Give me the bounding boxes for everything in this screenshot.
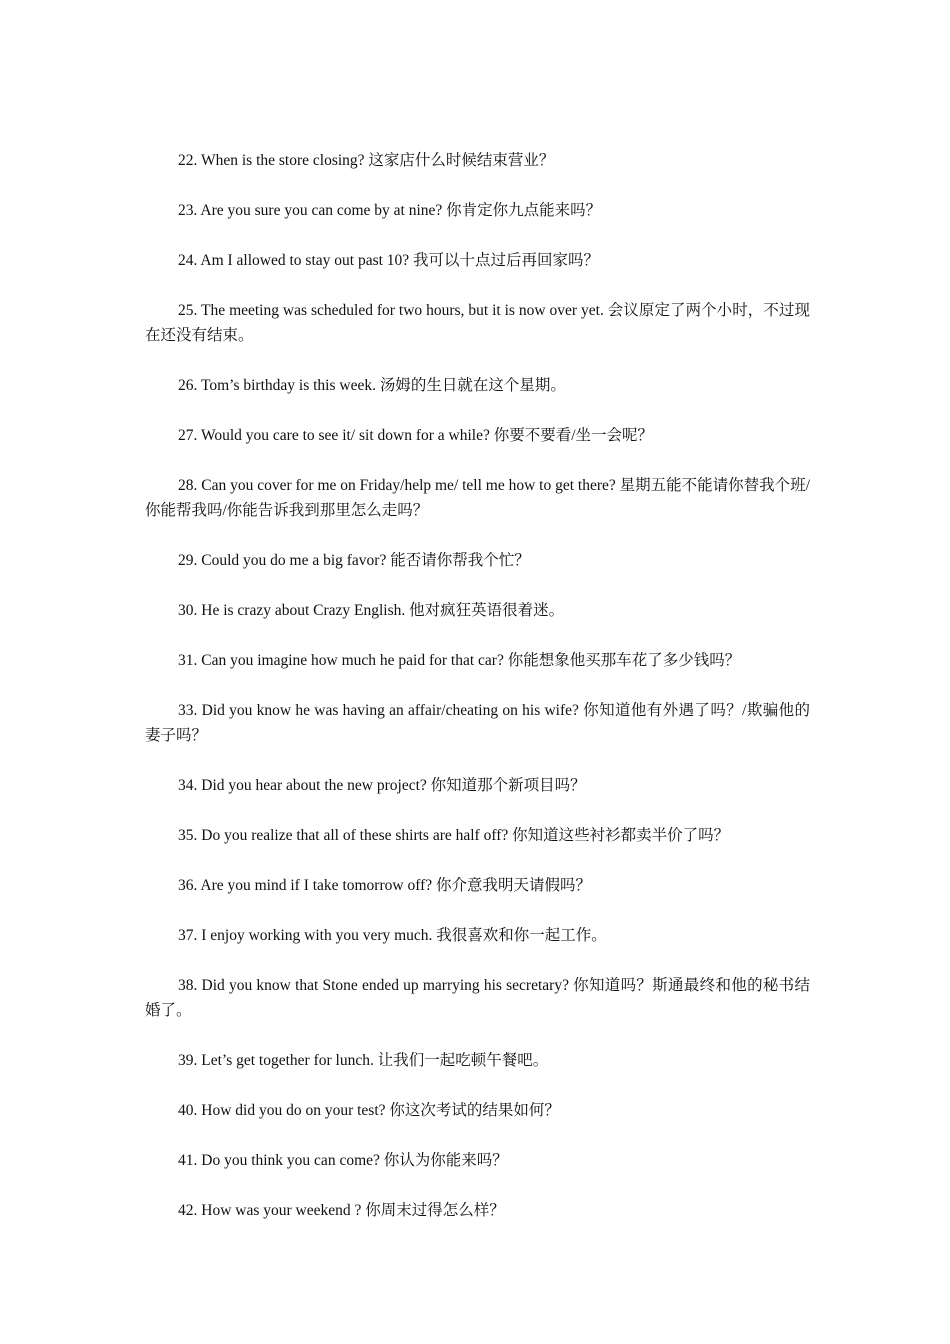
phrase-paragraph: 31. Can you imagine how much he paid for that car? 你能想象他买那车花了多少钱吗？ xyxy=(178,652,741,669)
phrase-paragraph: 33. Did you know he was having an affair/cheating on his wife? 你知道他有外遇了吗？/欺骗他的妻子吗？ xyxy=(145,702,810,744)
phrase-paragraph: 35. Do you realize that all of these shirts are half off? 你知道这些衬衫都卖半价了吗？ xyxy=(178,827,730,844)
phrase-paragraph: 25. The meeting was scheduled for two hours, but it is now over yet. 会议原定了两个小时，不过现在还没有结束。 xyxy=(145,302,810,344)
phrase-paragraph: 30. He is crazy about Crazy English. 他对疯狂英语很着迷。 xyxy=(178,602,565,619)
phrase-paragraph: 39. Let’s get together for lunch. 让我们一起吃顿午餐吧。 xyxy=(178,1052,549,1069)
phrase-paragraph: 29. Could you do me a big favor? 能否请你帮我个忙？ xyxy=(178,552,530,569)
phrase-paragraph: 28. Can you cover for me on Friday/help me/ tell me how to get there? 星期五能不能请你替我个班/你能帮我吗/你能告诉我到那里怎么走吗？ xyxy=(145,477,810,519)
phrase-paragraph: 26. Tom’s birthday is this week. 汤姆的生日就在这个星期。 xyxy=(178,377,566,394)
phrase-paragraph: 24. Am I allowed to stay out past 10? 我可以十点过后再回家吗？ xyxy=(178,252,600,269)
phrase-paragraph: 38. Did you know that Stone ended up marrying his secretary? 你知道吗？斯通最终和他的秘书结婚了。 xyxy=(145,977,810,1019)
phrase-paragraph: 34. Did you hear about the new project? 你知道那个新项目吗？ xyxy=(178,777,586,794)
phrase-paragraph: 40. How did you do on your test? 你这次考试的结果如何？ xyxy=(178,1102,560,1119)
phrase-paragraph: 36. Are you mind if I take tomorrow off? 你介意我明天请假吗？ xyxy=(178,877,591,894)
phrase-paragraph: 37. I enjoy working with you very much. 我很喜欢和你一起工作。 xyxy=(178,927,607,944)
document-body xyxy=(145,148,810,1248)
phrase-paragraph: 22. When is the store closing? 这家店什么时候结束营业？ xyxy=(178,152,555,169)
phrase-paragraph: 23. Are you sure you can come by at nine? 你肯定你九点能来吗？ xyxy=(178,202,602,219)
phrase-paragraph: 27. Would you care to see it/ sit down for a while? 你要不要看/坐一会呢？ xyxy=(178,427,654,444)
phrase-paragraph: 42. How was your weekend ? 你周末过得怎么样？ xyxy=(178,1202,505,1219)
phrase-paragraph: 41. Do you think you can come? 你认为你能来吗？ xyxy=(178,1152,508,1169)
